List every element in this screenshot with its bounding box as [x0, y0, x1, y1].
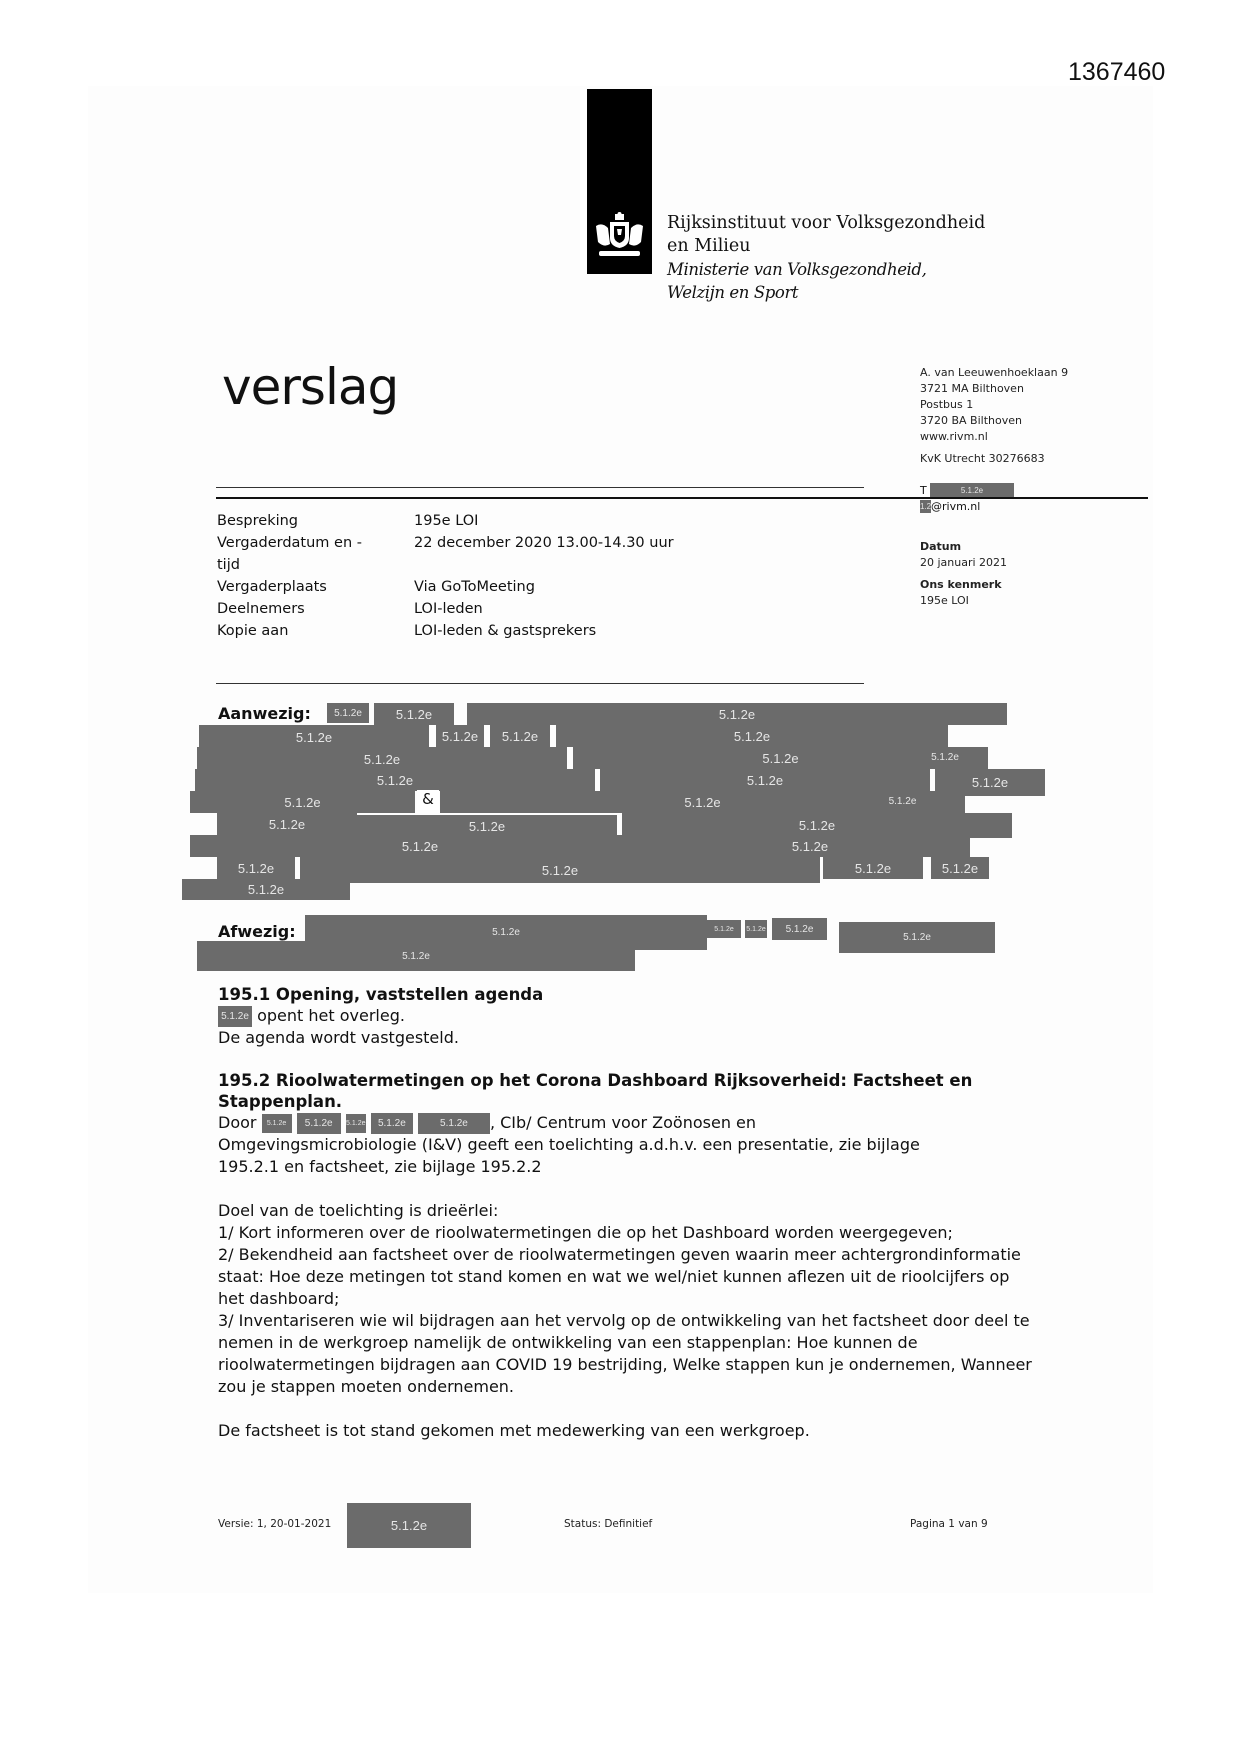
redaction-block: 5.1.2e — [262, 1114, 292, 1133]
redaction-block: 5.1.2e — [418, 1113, 490, 1134]
kvk-number: KvK Utrecht 30276683 — [920, 452, 1045, 465]
redaction-block: 5.1.2e — [935, 769, 1045, 796]
meeting-value: LOI-leden — [414, 601, 483, 617]
section-text: opent het overleg. — [257, 1006, 405, 1025]
divider-top-thin — [216, 487, 864, 488]
meeting-key: Deelnemers — [217, 601, 305, 617]
redaction-block: 5.1.2e — [197, 941, 635, 971]
address-block — [920, 365, 1068, 467]
datum-value: 20 januari 2021 — [920, 556, 1008, 569]
meeting-value: LOI-leden & gastsprekers — [414, 623, 597, 639]
redaction-block: 5.1.2e — [707, 920, 741, 938]
redaction-block: 5.1.2e — [371, 1113, 413, 1134]
redaction-block: 5.1.2e — [300, 857, 820, 883]
redaction-block: 5.1.2e — [880, 791, 925, 811]
footer-status: Status: Definitief — [564, 1518, 653, 1530]
redaction-block: 5.1.2e — [327, 703, 369, 723]
redaction-block: 5.1.2e — [910, 747, 980, 767]
address-postbus-postal: 3720 BA Bilthoven — [920, 414, 1022, 427]
redaction-block: 5.1.2e — [182, 879, 350, 900]
section-text: , CIb/ Centrum voor Zoönosen en — [489, 1113, 757, 1132]
ampersand: & — [417, 790, 439, 810]
section-text: De factsheet is tot stand gekomen met medewerking van een werkgroep. — [218, 1421, 810, 1440]
redaction-block: 5.1.2e — [772, 918, 827, 940]
ministry-line-2: Welzijn en Sport — [667, 283, 799, 302]
redaction-block: 5.1.2e — [357, 815, 617, 838]
org-line-1: Rijksinstituut voor Volksgezondheid — [667, 213, 986, 233]
meeting-row — [217, 510, 674, 532]
section-195-1 — [218, 984, 1038, 1049]
datum-label: Datum — [920, 540, 962, 553]
royal-crest-icon — [593, 212, 646, 260]
meeting-row — [217, 598, 674, 620]
meeting-value: Via GoToMeeting — [414, 579, 535, 595]
logo-bar — [587, 89, 652, 274]
redaction-block: 5.1.2e — [195, 769, 595, 791]
redaction-block: 5.1.2e — [839, 922, 995, 953]
document-id: 1367460 — [1068, 58, 1166, 86]
goal-item: 1/ Kort informeren over de rioolwatermetingen die op het Dashboard worden weergegeven; — [218, 1223, 953, 1242]
meeting-row — [217, 532, 674, 554]
redaction-block: 5.1.2e — [823, 857, 923, 879]
redaction-block: 5.1.2e — [190, 791, 415, 813]
redaction-block: 5.1.2e — [440, 791, 965, 813]
meeting-key: Kopie aan — [217, 623, 289, 639]
redaction-block: 5.1.2e — [305, 915, 707, 950]
redaction-block: 5.1.2e — [745, 920, 767, 938]
absent-label: Afwezig: — [218, 922, 296, 941]
redaction-block: 5.1.2e — [650, 835, 970, 857]
organization-name — [667, 212, 985, 304]
section-heading: 195.2 Rioolwatermetingen op het Corona Dashboard Rijksoverheid: Factsheet en Stappenplan. — [218, 1071, 973, 1111]
redaction-block: 5.1.2e — [931, 857, 989, 879]
redaction-block: 5.1.2e — [199, 725, 429, 749]
redacted-chair: 5.1.2e — [218, 1006, 252, 1027]
section-text: 195.2.1 en factsheet, zie bijlage 195.2.2 — [218, 1157, 542, 1176]
footer-version: Versie: 1, 20-01-2021 — [218, 1518, 332, 1530]
org-line-2: en Milieu — [667, 236, 751, 256]
redaction-block: 5.1.2e — [197, 747, 567, 771]
section-heading: 195.1 Opening, vaststellen agenda — [218, 985, 544, 1004]
redaction-block: 5.1.2e — [600, 769, 930, 791]
redaction-block: 5.1.2e — [297, 1113, 341, 1134]
redaction-block: 5.1.2e — [374, 703, 454, 725]
side-info — [920, 539, 1007, 609]
section-text: Doel van de toelichting is drieërlei: — [218, 1201, 499, 1220]
redaction-block: 5.1.2e — [436, 725, 484, 747]
address-street: A. van Leeuwenhoeklaan 9 — [920, 366, 1069, 379]
section-text: Door — [218, 1113, 257, 1132]
website-link[interactable]: www.rivm.nl — [920, 430, 988, 443]
ministry-line-1: Ministerie van Volksgezondheid, — [667, 260, 927, 279]
address-postbus: Postbus 1 — [920, 398, 974, 411]
footer-redacted: 5.1.2e — [347, 1503, 471, 1548]
redaction-block: 5.1.2e — [573, 747, 988, 769]
section-text: De agenda wordt vastgesteld. — [218, 1028, 459, 1047]
redaction-block: 5.1.2e — [622, 813, 1012, 838]
meeting-key: Vergaderplaats — [217, 579, 327, 595]
meeting-row — [217, 620, 674, 642]
redaction-block: 5.1.2e — [217, 857, 295, 879]
redaction-block: 5.1.2e — [490, 725, 550, 747]
meeting-value: 195e LOI — [414, 513, 479, 529]
redaction-block: 5.1.2e — [467, 703, 1007, 725]
goal-item: 2/ Bekendheid aan factsheet over de rioolwatermetingen geven waarin meer achtergrondinformatie staat: Hoe deze metingen tot stand komen en wat we wel/niet kunnen aflezen uit de rioolcijfers op het dashboard; — [218, 1245, 1021, 1308]
meeting-row — [217, 554, 674, 576]
redaction-block: 5.1.2e — [556, 725, 948, 747]
meeting-key: Vergaderdatum en - — [217, 535, 362, 551]
goal-item: 3/ Inventariseren wie wil bijdragen aan het vervolg op de ontwikkeling van het factsheet door deel te nemen in de werkgroep namelijk de ontwikkeling van een stappenplan: Hoe kunnen de rioolwatermetingen bijdragen aan COVID 19 bestrijding, Welke stappen kun je ondernemen, Wanneer zou je stappen moeten ondernemen. — [218, 1311, 1032, 1396]
phone-label: T — [920, 484, 927, 497]
kenmerk-value: 195e LOI — [920, 594, 969, 607]
redaction-block: 5.1.2e — [217, 813, 357, 835]
footer-page-number: Pagina 1 van 9 — [910, 1518, 988, 1530]
divider-top-thick — [216, 497, 1148, 499]
redaction-block: 5.1.2e — [346, 1114, 366, 1133]
address-postal: 3721 MA Bilthoven — [920, 382, 1024, 395]
redacted-email-prefix: 1.2 — [920, 502, 931, 511]
document-title: verslag — [222, 358, 399, 416]
kenmerk-label: Ons kenmerk — [920, 578, 1002, 591]
redaction-block: 5.1.2e — [190, 835, 650, 857]
meeting-row — [217, 576, 674, 598]
section-195-2 — [218, 1070, 1038, 1442]
meeting-key: tijd — [217, 557, 240, 573]
meeting-details — [217, 510, 674, 642]
section-text: Omgevingsmicrobiologie (I&V) geeft een toelichting a.d.h.v. een presentatie, zie bijlage — [218, 1135, 920, 1154]
email-domain: @rivm.nl — [931, 500, 981, 513]
divider-bottom — [216, 683, 864, 684]
meeting-value: 22 december 2020 13.00-14.30 uur — [414, 535, 674, 551]
redacted-phone: 5.1.2e — [930, 483, 1014, 497]
present-label: Aanwezig: — [218, 704, 311, 723]
meeting-key: Bespreking — [217, 513, 299, 529]
